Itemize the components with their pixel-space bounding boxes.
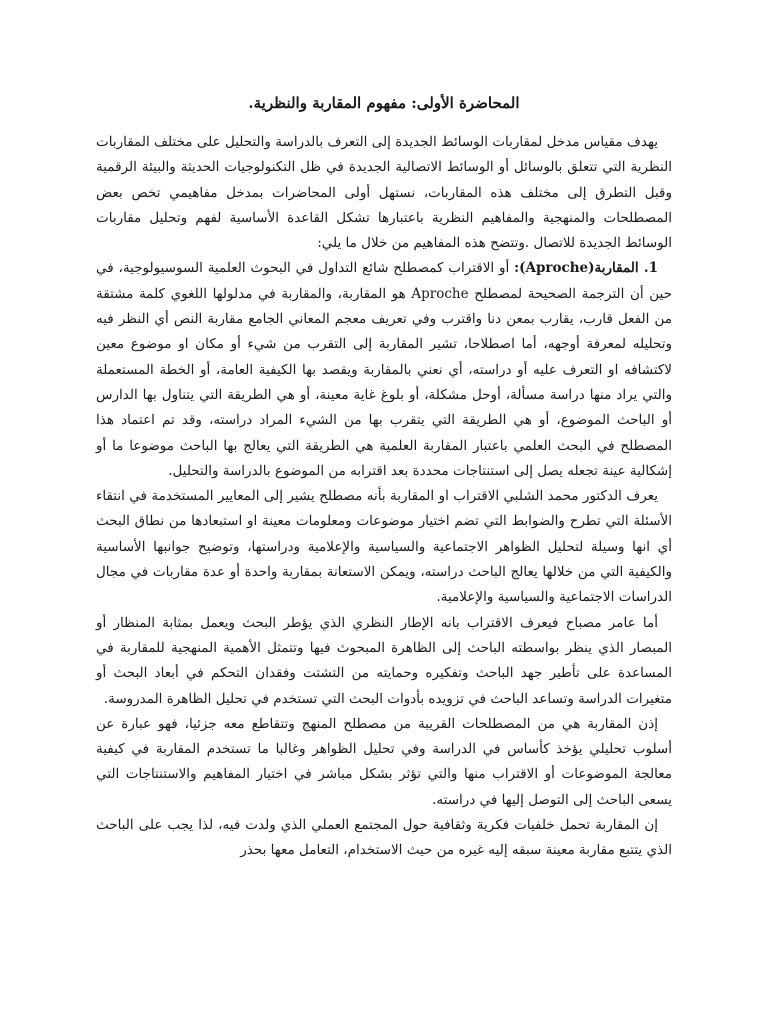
misbah-definition-paragraph: أما عامر مصباح فيعرف الاقتراب بانه الإطار النظري الذي يؤطر البحث ويعمل بمثابة المنظار أو المبصار الذي ينظر بواسطته الباحث إلى الظاهرة المبحوث فيها وتتمثل الأهمية المنهجية للمقاربة في المساعدة على تأطير جهد الباحث وتفكيره وحمايته من التشتت وفقدان التحكم في أبعاد البحث أو متغيرات الدراسة وتساعد الباحث في تزويده بأدوات البحث التي تستخدم في تحليل الظاهرة المدروسة.: [96, 614, 672, 707]
section-approach-heading: 1. المقاربة(Aproche):: [514, 260, 658, 277]
approach-background-paragraph: إن المقاربة تحمل خلفيات فكرية وثقافية حول المجتمع العملي الذي ولدت فيه، لذا يجب على الباحث الذي يتتبع مقاربة معينة سبقه إليه غيره من حيث الاستخدام، التعامل معها بحذر: [96, 817, 672, 859]
shalabi-definition-paragraph: يعرف الدكتور محمد الشلبي الاقتراب او المقاربة بأنه مصطلح يشير إلى المعايير المستخدمة في انتقاء الأسئلة التي تطرح والضوابط التي تضم اختيار موضوعات ومعلومات معينة او استبعادها من نطاق البحث أي انها وسيلة لتحليل الظواهر الاجتماعية والسياسية والإعلامية ودراستها، وتوضيح جوانبها الأساسية والكيفية التي من خلالها يعالج الباحث دراسته، ويمكن الاستعانة بمقاربة واحدة أو عدة مقاربات في مجال الدراسات الاجتماعية والسياسية والإعلامية.: [96, 488, 672, 606]
lecture-title: المحاضرة الأولى: مفهوم المقاربة والنظرية.: [248, 94, 520, 112]
section-approach-text: أو الاقتراب كمصطلح شائع التداول في البحوث العلمية السوسيولوجية، في حين أن الترجمة الصحيحة لمصطلح Aproche هو المقاربة، والمقاربة في مدلولها اللغوي كلمة مشتقة من الفعل قارب، يقارب بمعن دنا واقترب وفي تعريف معجم المعاني الجامع مقاربة النص أي النظر فيه وتحليله لمعرفة أوجهه، أما اصطلاحا، تشير المقاربة إلى التقرب من شيء أو مكان او موضوع معين لاكتشافه او التعرف عليه أو دراسته، أي نعني بالمقاربة ويقصد بها الكيفية العامة، أو الخطة المستعملة والتي يراد منها دراسة مسألة، أوحل مشكلة، أو بلوغ غاية معينة، أو هي الطريقة التي يتناول بها الدارس أو الباحث الموضوع، أو هي الطريقة التي يتقرب بها من الشيء المراد دراسته، وقد تم اعتماد هذا المصطلح في البحث العلمي باعتبار المقاربة العلمية هي الطريقة التي يعالج بها الباحث موضوعا ما أو إشكالية عينة تجعله يصل إلى استنتاجات محددة بعد اقترابه من الموضوع بالدراسة والتحليل.: [96, 260, 672, 479]
approach-method-paragraph: إذن المقاربة هي من المصطلحات القريبة من مصطلح المنهج وتتقاطع معه جزئيا، فهو عبارة عن أسلوب تحليلي يؤخذ كأساس في الدراسة وفي تحليل الظواهر وغالبا ما تستخدم المقاربة في كيفية معالجة الموضوعات أو الاقتراب منها والتي تؤثر بشكل مباشر في اختيار المفاهيم والاستنتاجات التي يسعى الباحث إلى التوصل إليها في دراسته.: [96, 715, 672, 808]
section-approach-paragraph: [96, 256, 672, 484]
document-body: [96, 130, 672, 864]
intro-paragraph: يهدف مقياس مدخل لمقاربات الوسائط الجديدة إلى التعرف بالدراسة والتحليل على مختلف المقاربات النظرية التي تتعلق بالوسائل أو الوسائط الاتصالية الجديدة في ظل التكنولوجيات الحديثة والبيئة الرقمية وقبل التطرق إلى مختلف هذه المقاربات، نستهل أولى المحاضرات بمدخل مفاهيمي تخص بعض المصطلحات والمنهجية والمفاهيم النظرية باعتبارها تشكل القاعدة الأساسية لفهم وتحليل مقاربات الوسائط الجديدة للاتصال .وتتضح هذه المفاهيم من خلال ما يلي:: [96, 134, 672, 252]
